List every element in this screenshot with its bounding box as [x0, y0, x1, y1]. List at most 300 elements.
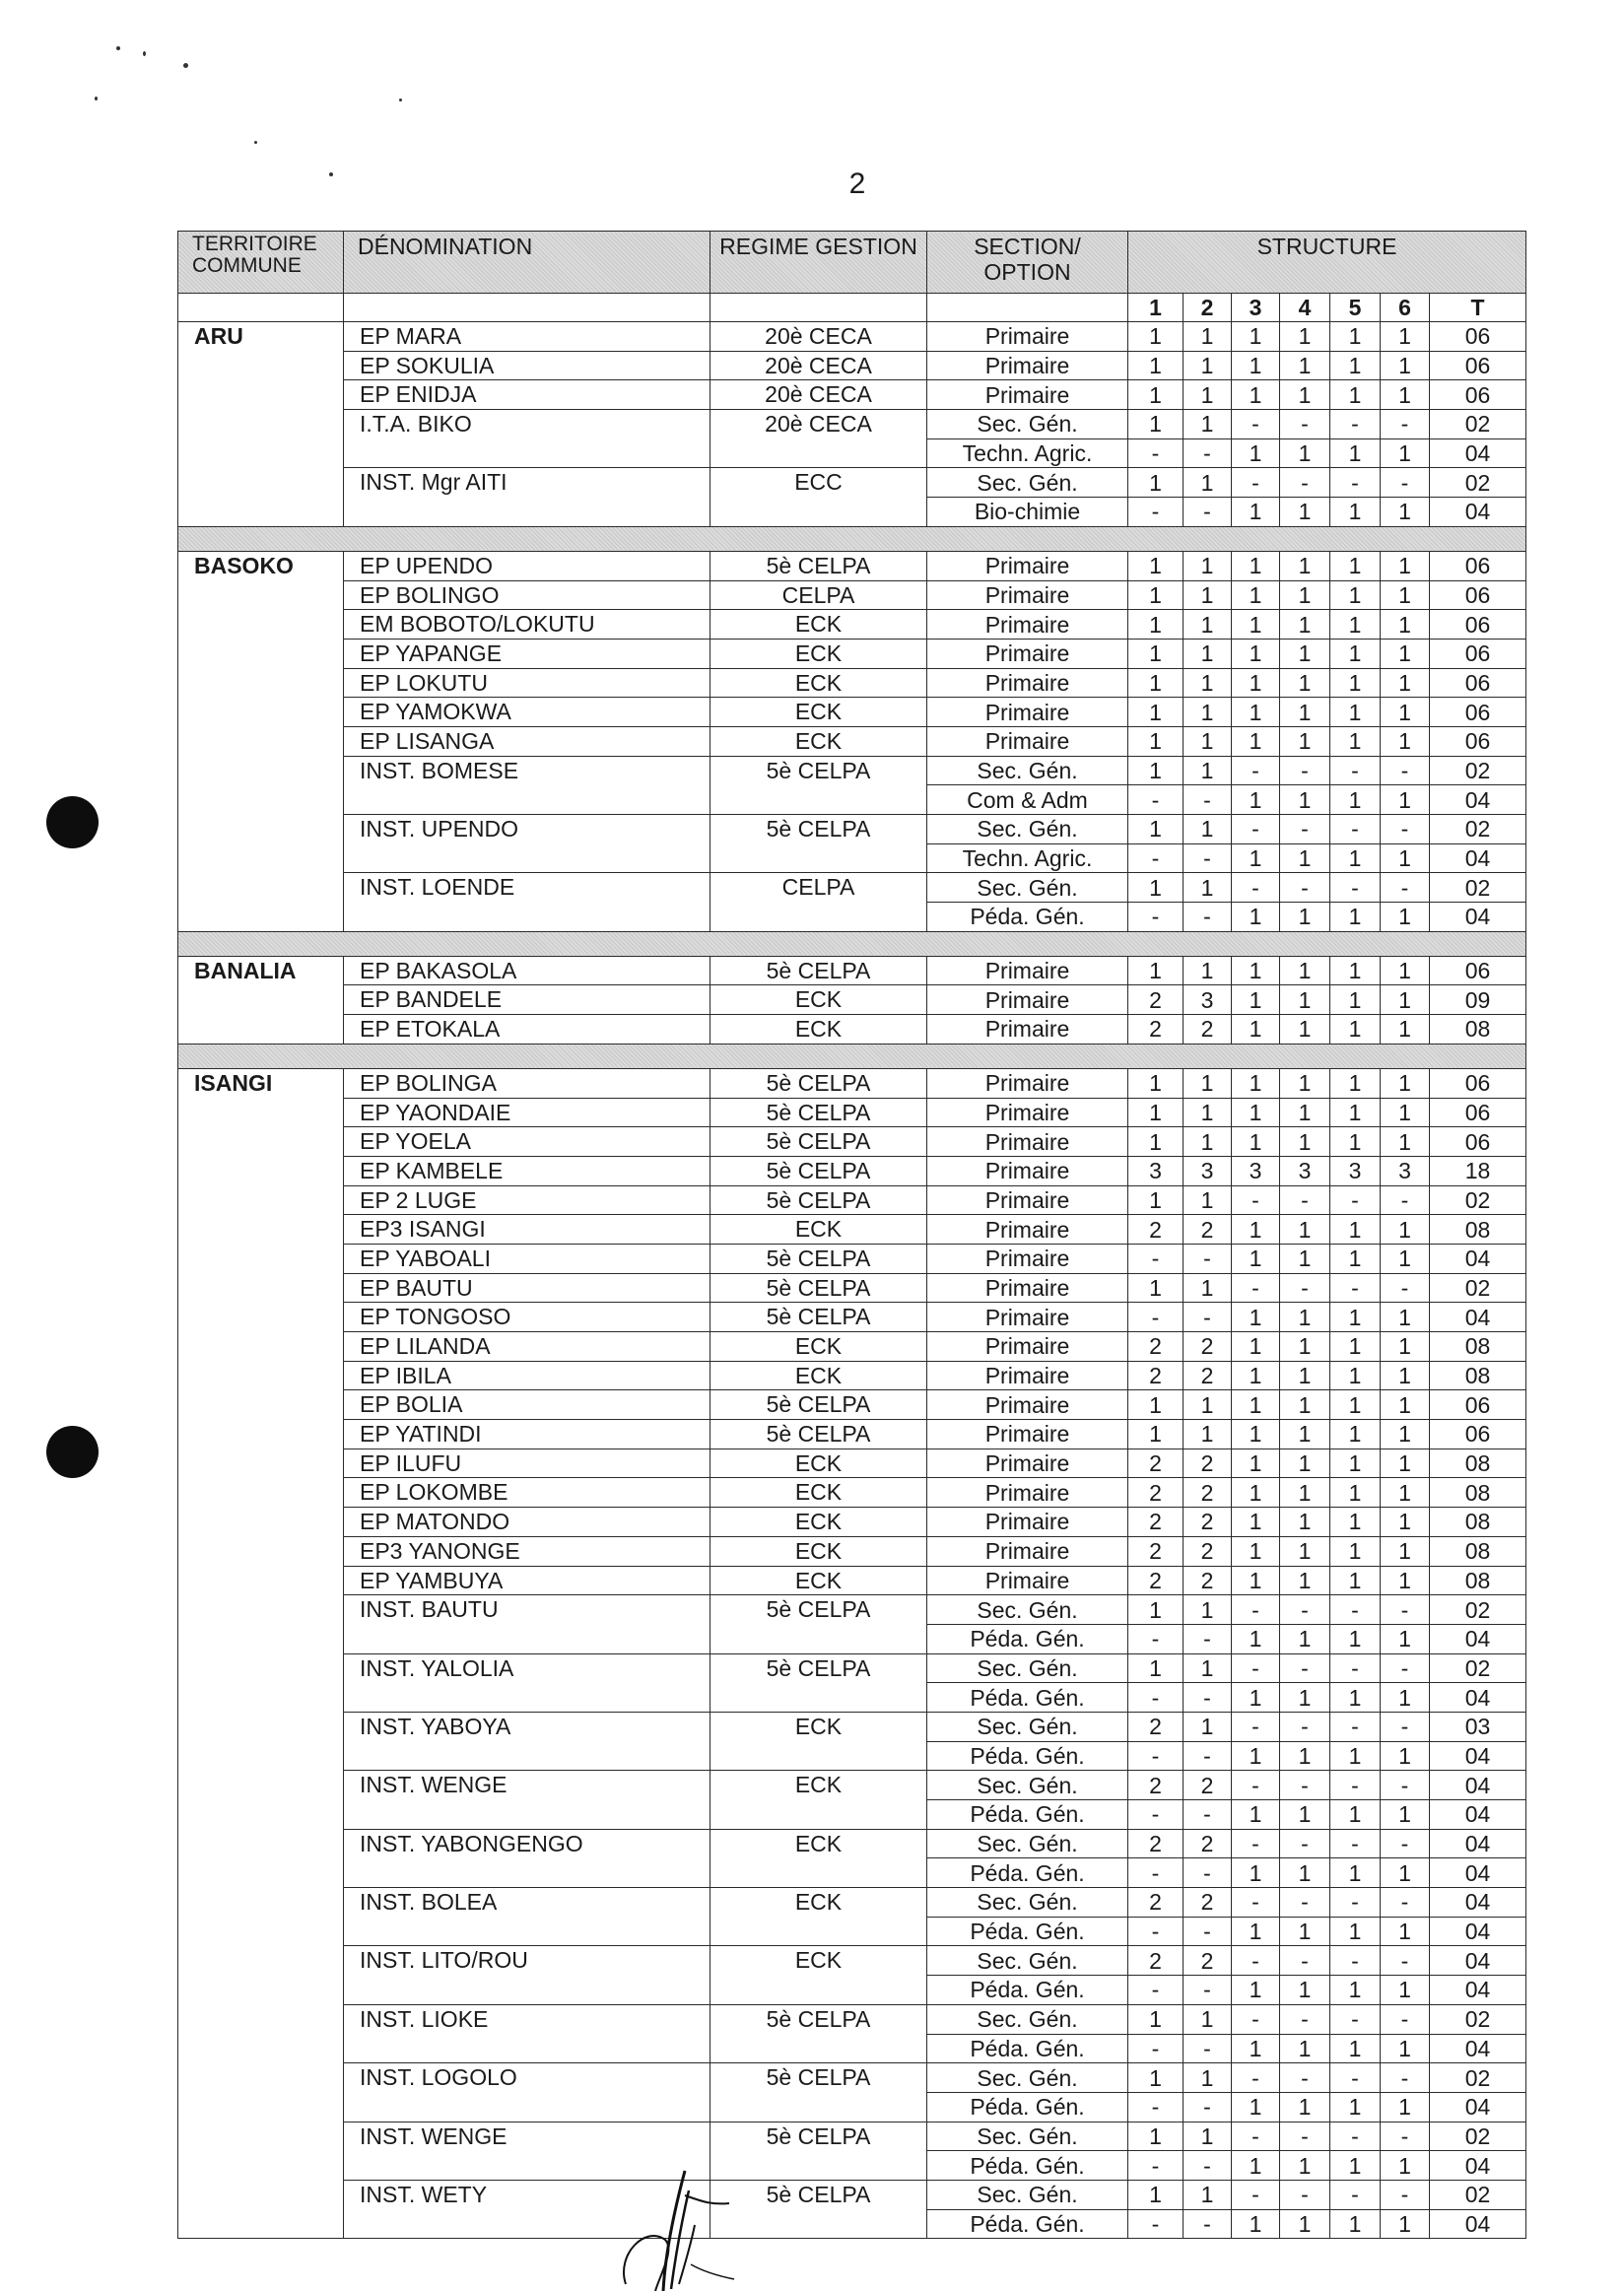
handwritten-signature — [606, 2166, 754, 2291]
structure-cell: 1 — [1184, 1420, 1232, 1449]
structure-cell: 1 — [1280, 1244, 1330, 1273]
structure-cell: 1 — [1280, 1127, 1330, 1157]
structure-cell: 1 — [1330, 2092, 1381, 2122]
section-cell: Primaire — [927, 1566, 1128, 1595]
scan-speck — [254, 141, 257, 144]
regime-cell: 5è CELPA — [710, 956, 927, 985]
structure-cell: 1 — [1128, 668, 1184, 698]
denomination-cell: EP BAKASOLA — [344, 956, 710, 985]
header-section: SECTION/ OPTION — [927, 232, 1128, 294]
structure-cell: 1 — [1184, 610, 1232, 640]
table-row — [178, 2063, 1526, 2093]
regime-cell: 5è CELPA — [710, 1273, 927, 1303]
total-cell: 06 — [1430, 1420, 1526, 1449]
structure-cell: 1 — [1280, 1068, 1330, 1098]
section-cell: Primaire — [927, 1068, 1128, 1098]
structure-cell: 1 — [1381, 639, 1430, 668]
total-cell: 08 — [1430, 1478, 1526, 1508]
structure-cell: 1 — [1128, 468, 1184, 498]
section-cell: Primaire — [927, 1215, 1128, 1245]
total-cell: 04 — [1430, 2034, 1526, 2063]
structure-cell: 2 — [1128, 1771, 1184, 1800]
structure-cell: 1 — [1381, 785, 1430, 815]
section-cell: Primaire — [927, 380, 1128, 410]
structure-cell: 1 — [1330, 322, 1381, 352]
total-cell: 02 — [1430, 410, 1526, 439]
section-cell: Primaire — [927, 1244, 1128, 1273]
structure-cell: 1 — [1232, 843, 1280, 873]
structure-cell: 1 — [1184, 322, 1232, 352]
denomination-cell: INST. UPENDO — [344, 815, 710, 873]
structure-cell: 1 — [1232, 1361, 1280, 1390]
structure-cell: - — [1330, 1888, 1381, 1918]
structure-cell: 1 — [1232, 351, 1280, 380]
structure-cell: 1 — [1184, 756, 1232, 785]
structure-cell: 2 — [1128, 1478, 1184, 1508]
structure-cell: - — [1128, 903, 1184, 932]
table-row — [178, 351, 1526, 380]
structure-cell: 1 — [1381, 1536, 1430, 1566]
section-cell: Primaire — [927, 1361, 1128, 1390]
header-territoire: TERRITOIRE COMMUNE — [178, 232, 344, 294]
structure-cell: 1 — [1280, 698, 1330, 727]
regime-cell: ECK — [710, 1712, 927, 1770]
table-row — [178, 1771, 1526, 1800]
section-cell: Primaire — [927, 1015, 1128, 1044]
structure-cell: 1 — [1128, 1185, 1184, 1215]
structure-cell: - — [1128, 1683, 1184, 1713]
total-cell: 04 — [1430, 1624, 1526, 1653]
section-cell: Techn. Agric. — [927, 843, 1128, 873]
structure-cell: 1 — [1232, 1741, 1280, 1771]
section-cell: Primaire — [927, 639, 1128, 668]
structure-cell: 1 — [1128, 351, 1184, 380]
section-cell: Sec. Gén. — [927, 468, 1128, 498]
denomination-cell: EP YAMBUYA — [344, 1566, 710, 1595]
structure-cell: - — [1184, 2034, 1232, 2063]
structure-cell: 1 — [1330, 1215, 1381, 1245]
total-cell: 04 — [1430, 785, 1526, 815]
section-cell: Péda. Gén. — [927, 1741, 1128, 1771]
structure-cell: 3 — [1381, 1156, 1430, 1185]
denomination-cell: INST. LOGOLO — [344, 2063, 710, 2122]
structure-cell: 1 — [1330, 985, 1381, 1015]
group-separator-row — [178, 1044, 1526, 1068]
structure-cell: 2 — [1184, 1015, 1232, 1044]
structure-cell: 1 — [1381, 2092, 1430, 2122]
total-cell: 06 — [1430, 1127, 1526, 1157]
structure-cell: 1 — [1381, 1127, 1430, 1157]
section-cell: Primaire — [927, 1390, 1128, 1420]
structure-cell: 1 — [1381, 1917, 1430, 1946]
structure-cell: 1 — [1280, 1976, 1330, 2005]
structure-cell: 1 — [1128, 1068, 1184, 1098]
structure-cell: - — [1330, 1595, 1381, 1625]
header-structure: STRUCTURE — [1128, 232, 1526, 294]
table-header-row — [178, 232, 1526, 294]
regime-cell: 20è CECA — [710, 322, 927, 352]
structure-cell: - — [1330, 410, 1381, 439]
structure-cell: - — [1330, 1829, 1381, 1858]
structure-cell: - — [1381, 1653, 1430, 1683]
section-cell: Sec. Gén. — [927, 2180, 1128, 2209]
structure-cell: 1 — [1280, 438, 1330, 468]
denomination-cell: EP3 ISANGI — [344, 1215, 710, 1245]
total-cell: 04 — [1430, 903, 1526, 932]
structure-cell: - — [1184, 1858, 1232, 1888]
structure-cell: 1 — [1184, 873, 1232, 903]
regime-cell: 5è CELPA — [710, 2180, 927, 2238]
structure-cell: 1 — [1128, 956, 1184, 985]
structure-cell: - — [1232, 756, 1280, 785]
structure-cell: - — [1184, 2151, 1232, 2181]
structure-cell: 1 — [1232, 1449, 1280, 1478]
structure-cell: 2 — [1128, 1332, 1184, 1362]
regime-cell: 5è CELPA — [710, 756, 927, 814]
structure-cell: 1 — [1280, 843, 1330, 873]
structure-cell: 1 — [1184, 1185, 1232, 1215]
structure-cell: 1 — [1381, 580, 1430, 610]
section-cell: Sec. Gén. — [927, 2004, 1128, 2034]
structure-cell: 2 — [1128, 1888, 1184, 1918]
regime-cell: 5è CELPA — [710, 1185, 927, 1215]
structure-cell: 1 — [1381, 1976, 1430, 2005]
section-cell: Primaire — [927, 1098, 1128, 1127]
structure-cell: - — [1381, 2004, 1430, 2034]
structure-cell: 2 — [1184, 1478, 1232, 1508]
total-cell: 04 — [1430, 1829, 1526, 1858]
punch-hole-top — [46, 796, 99, 848]
table-row — [178, 726, 1526, 756]
total-cell: 04 — [1430, 1976, 1526, 2005]
regime-cell: 5è CELPA — [710, 2063, 927, 2122]
structure-cell: - — [1381, 468, 1430, 498]
structure-cell: 1 — [1128, 756, 1184, 785]
structure-cell: 1 — [1330, 1127, 1381, 1157]
table-row — [178, 1478, 1526, 1508]
structure-cell: 3 — [1184, 985, 1232, 1015]
structure-cell: 1 — [1381, 1741, 1430, 1771]
regime-cell: CELPA — [710, 873, 927, 931]
structure-cell: - — [1232, 1595, 1280, 1625]
table-row — [178, 815, 1526, 844]
structure-cell: - — [1381, 2122, 1430, 2151]
total-cell: 04 — [1430, 498, 1526, 527]
structure-cell: - — [1381, 815, 1430, 844]
structure-cell: - — [1330, 1185, 1381, 1215]
group-separator — [178, 1044, 1526, 1068]
structure-cell: 1 — [1280, 956, 1330, 985]
structure-cell: - — [1330, 1273, 1381, 1303]
table-body — [178, 294, 1526, 2239]
structure-column-2: 2 — [1184, 294, 1232, 322]
total-cell: 06 — [1430, 1068, 1526, 1098]
structure-cell: - — [1280, 2004, 1330, 2034]
structure-cell: 3 — [1184, 1156, 1232, 1185]
total-cell: 04 — [1430, 1303, 1526, 1332]
structure-cell: - — [1184, 1800, 1232, 1830]
structure-cell: 1 — [1381, 668, 1430, 698]
section-cell: Sec. Gén. — [927, 1888, 1128, 1918]
scan-speck — [143, 51, 146, 56]
structure-cell: 1 — [1184, 468, 1232, 498]
structure-cell: 2 — [1128, 1712, 1184, 1741]
total-cell: 04 — [1430, 2209, 1526, 2239]
section-cell: Sec. Gén. — [927, 1829, 1128, 1858]
structure-cell: 1 — [1381, 956, 1430, 985]
structure-cell: 1 — [1184, 726, 1232, 756]
regime-cell: CELPA — [710, 580, 927, 610]
structure-cell: 1 — [1330, 1068, 1381, 1098]
regime-cell: ECK — [710, 610, 927, 640]
page-number: 2 — [848, 168, 866, 200]
structure-cell: - — [1128, 1800, 1184, 1830]
structure-cell: - — [1128, 1741, 1184, 1771]
regime-cell: ECK — [710, 1566, 927, 1595]
section-cell: Primaire — [927, 1185, 1128, 1215]
structure-cell: 1 — [1280, 2034, 1330, 2063]
structure-cell: 1 — [1381, 380, 1430, 410]
structure-cell: - — [1381, 1888, 1430, 1918]
structure-cell: 1 — [1330, 351, 1381, 380]
section-cell: Primaire — [927, 610, 1128, 640]
structure-cell: 1 — [1232, 956, 1280, 985]
structure-cell: 1 — [1381, 1478, 1430, 1508]
structure-cell: 1 — [1232, 1976, 1280, 2005]
section-cell: Sec. Gén. — [927, 2122, 1128, 2151]
structure-cell: - — [1128, 1976, 1184, 2005]
structure-cell: 1 — [1330, 610, 1381, 640]
structure-cell: 1 — [1184, 1390, 1232, 1420]
structure-cell: 2 — [1184, 1829, 1232, 1858]
structure-cell: - — [1381, 1185, 1430, 1215]
structure-cell: 1 — [1280, 726, 1330, 756]
denomination-cell: EP LILANDA — [344, 1332, 710, 1362]
denomination-cell: INST. BAUTU — [344, 1595, 710, 1653]
structure-cell: 1 — [1232, 1127, 1280, 1157]
structure-cell: 1 — [1232, 1858, 1280, 1888]
denomination-cell: INST. YABOYA — [344, 1712, 710, 1770]
structure-cell: 1 — [1381, 1800, 1430, 1830]
territoire-cell: BANALIA — [178, 956, 344, 1044]
structure-cell: - — [1381, 756, 1430, 785]
structure-cell: 1 — [1381, 498, 1430, 527]
structure-cell: 2 — [1184, 1536, 1232, 1566]
structure-cell: 1 — [1381, 1624, 1430, 1653]
structure-cell: 1 — [1381, 1858, 1430, 1888]
structure-cell: - — [1330, 873, 1381, 903]
structure-cell: 2 — [1128, 1536, 1184, 1566]
table-row — [178, 1156, 1526, 1185]
structure-cell: 2 — [1128, 1566, 1184, 1595]
structure-cell: - — [1330, 1771, 1381, 1800]
regime-cell: ECK — [710, 1478, 927, 1508]
total-cell: 06 — [1430, 726, 1526, 756]
structure-cell: 1 — [1232, 438, 1280, 468]
section-cell: Primaire — [927, 668, 1128, 698]
punch-hole-bottom — [46, 1426, 99, 1478]
structure-cell: 1 — [1128, 2180, 1184, 2209]
total-cell: 06 — [1430, 551, 1526, 580]
structure-cell: 1 — [1330, 1420, 1381, 1449]
structure-cell: 2 — [1128, 1015, 1184, 1044]
table-row — [178, 1127, 1526, 1157]
structure-cell: 1 — [1184, 1098, 1232, 1127]
structure-cell: 2 — [1184, 1332, 1232, 1362]
structure-cell: - — [1184, 785, 1232, 815]
section-cell: Sec. Gén. — [927, 1771, 1128, 1800]
structure-cell: 1 — [1280, 1420, 1330, 1449]
structure-cell: - — [1330, 1653, 1381, 1683]
table-row — [178, 756, 1526, 785]
denomination-cell: EP TONGOSO — [344, 1303, 710, 1332]
table-row — [178, 380, 1526, 410]
scan-speck — [399, 99, 402, 101]
structure-cell: - — [1330, 468, 1381, 498]
structure-cell: 1 — [1381, 985, 1430, 1015]
structure-cell: - — [1232, 2122, 1280, 2151]
structure-cell: 1 — [1280, 580, 1330, 610]
structure-cell: 1 — [1184, 668, 1232, 698]
total-cell: 04 — [1430, 1946, 1526, 1976]
total-cell: 08 — [1430, 1215, 1526, 1245]
structure-cell: 1 — [1280, 1683, 1330, 1713]
regime-cell: 5è CELPA — [710, 551, 927, 580]
regime-cell: 5è CELPA — [710, 1098, 927, 1127]
structure-cell: 1 — [1330, 639, 1381, 668]
structure-cell: - — [1232, 2180, 1280, 2209]
regime-cell: 20è CECA — [710, 380, 927, 410]
structure-cell: - — [1381, 873, 1430, 903]
structure-cell: 2 — [1128, 985, 1184, 1015]
structure-cell: 1 — [1330, 2034, 1381, 2063]
structure-cell: 1 — [1128, 551, 1184, 580]
structure-cell: - — [1184, 2209, 1232, 2239]
structure-cell: 1 — [1280, 668, 1330, 698]
structure-cell: - — [1184, 843, 1232, 873]
structure-cell: 1 — [1128, 726, 1184, 756]
territoire-cell: ISANGI — [178, 1068, 344, 2239]
structure-column-1: 1 — [1128, 294, 1184, 322]
table-row — [178, 698, 1526, 727]
section-cell: Primaire — [927, 351, 1128, 380]
section-cell: Primaire — [927, 1536, 1128, 1566]
total-cell: 02 — [1430, 873, 1526, 903]
structure-cell: - — [1184, 1917, 1232, 1946]
structure-cell: 1 — [1381, 1508, 1430, 1537]
structure-cell: 1 — [1232, 2034, 1280, 2063]
total-cell: 06 — [1430, 580, 1526, 610]
structure-cell: 1 — [1381, 551, 1430, 580]
structure-cell: 1 — [1184, 1068, 1232, 1098]
structure-cell: 1 — [1330, 580, 1381, 610]
structure-cell: 2 — [1184, 1771, 1232, 1800]
structure-cell: - — [1381, 1712, 1430, 1741]
structure-cell: - — [1128, 2092, 1184, 2122]
total-cell: 08 — [1430, 1015, 1526, 1044]
structure-cell: 1 — [1330, 1390, 1381, 1420]
structure-cell: - — [1280, 2063, 1330, 2093]
section-cell: Sec. Gén. — [927, 1712, 1128, 1741]
subheader-blank — [927, 294, 1128, 322]
structure-cell: 1 — [1232, 1303, 1280, 1332]
regime-cell: 20è CECA — [710, 410, 927, 468]
structure-cell: 1 — [1280, 1917, 1330, 1946]
total-cell: 04 — [1430, 1800, 1526, 1830]
structure-cell: 1 — [1128, 698, 1184, 727]
section-cell: Primaire — [927, 1420, 1128, 1449]
structure-cell: 1 — [1330, 438, 1381, 468]
structure-cell: 1 — [1330, 1624, 1381, 1653]
denomination-cell: EP MARA — [344, 322, 710, 352]
structure-cell: 1 — [1128, 1420, 1184, 1449]
structure-cell: 1 — [1381, 1566, 1430, 1595]
table-row — [178, 1303, 1526, 1332]
structure-cell: 1 — [1128, 322, 1184, 352]
total-cell: 02 — [1430, 1273, 1526, 1303]
total-cell: 06 — [1430, 698, 1526, 727]
structure-cell: 1 — [1381, 1361, 1430, 1390]
structure-cell: 1 — [1330, 843, 1381, 873]
structure-cell: 2 — [1128, 1946, 1184, 1976]
section-cell: Primaire — [927, 985, 1128, 1015]
section-cell: Péda. Gén. — [927, 1624, 1128, 1653]
table-row — [178, 580, 1526, 610]
table-row — [178, 1273, 1526, 1303]
structure-cell: 1 — [1232, 903, 1280, 932]
regime-cell: ECK — [710, 1946, 927, 2004]
structure-cell: 1 — [1184, 2004, 1232, 2034]
structure-cell: - — [1232, 1712, 1280, 1741]
denomination-cell: INST. WENGE — [344, 2122, 710, 2180]
structure-cell: 1 — [1232, 1536, 1280, 1566]
section-cell: Sec. Gén. — [927, 815, 1128, 844]
denomination-cell: EP ILUFU — [344, 1449, 710, 1478]
structure-cell: 1 — [1128, 1098, 1184, 1127]
structure-cell: 1 — [1184, 1595, 1232, 1625]
structure-cell: - — [1381, 1771, 1430, 1800]
structure-cell: - — [1330, 815, 1381, 844]
structure-cell: 1 — [1280, 2151, 1330, 2181]
total-cell: 04 — [1430, 1683, 1526, 1713]
structure-cell: - — [1232, 2004, 1280, 2034]
section-cell: Sec. Gén. — [927, 756, 1128, 785]
structure-cell: 1 — [1330, 1508, 1381, 1537]
structure-cell: - — [1381, 1946, 1430, 1976]
table-row — [178, 1361, 1526, 1390]
structure-cell: 1 — [1232, 1917, 1280, 1946]
structure-cell: 1 — [1184, 351, 1232, 380]
structure-column-t: T — [1430, 294, 1526, 322]
denomination-cell: INST. LITO/ROU — [344, 1946, 710, 2004]
structure-cell: 1 — [1128, 2063, 1184, 2093]
structure-cell: 1 — [1128, 1653, 1184, 1683]
structure-cell: 1 — [1232, 698, 1280, 727]
section-cell: Sec. Gén. — [927, 1653, 1128, 1683]
structure-cell: 1 — [1381, 2151, 1430, 2181]
structure-cell: 1 — [1232, 1098, 1280, 1127]
structure-cell: 1 — [1232, 498, 1280, 527]
structure-cell: 1 — [1330, 380, 1381, 410]
structure-cell: 1 — [1330, 1098, 1381, 1127]
structure-cell: 1 — [1128, 380, 1184, 410]
denomination-cell: EP ETOKALA — [344, 1015, 710, 1044]
structure-cell: 1 — [1128, 815, 1184, 844]
section-cell: Sec. Gén. — [927, 873, 1128, 903]
structure-cell: - — [1280, 410, 1330, 439]
regime-cell: ECK — [710, 1508, 927, 1537]
structure-cell: 1 — [1280, 351, 1330, 380]
